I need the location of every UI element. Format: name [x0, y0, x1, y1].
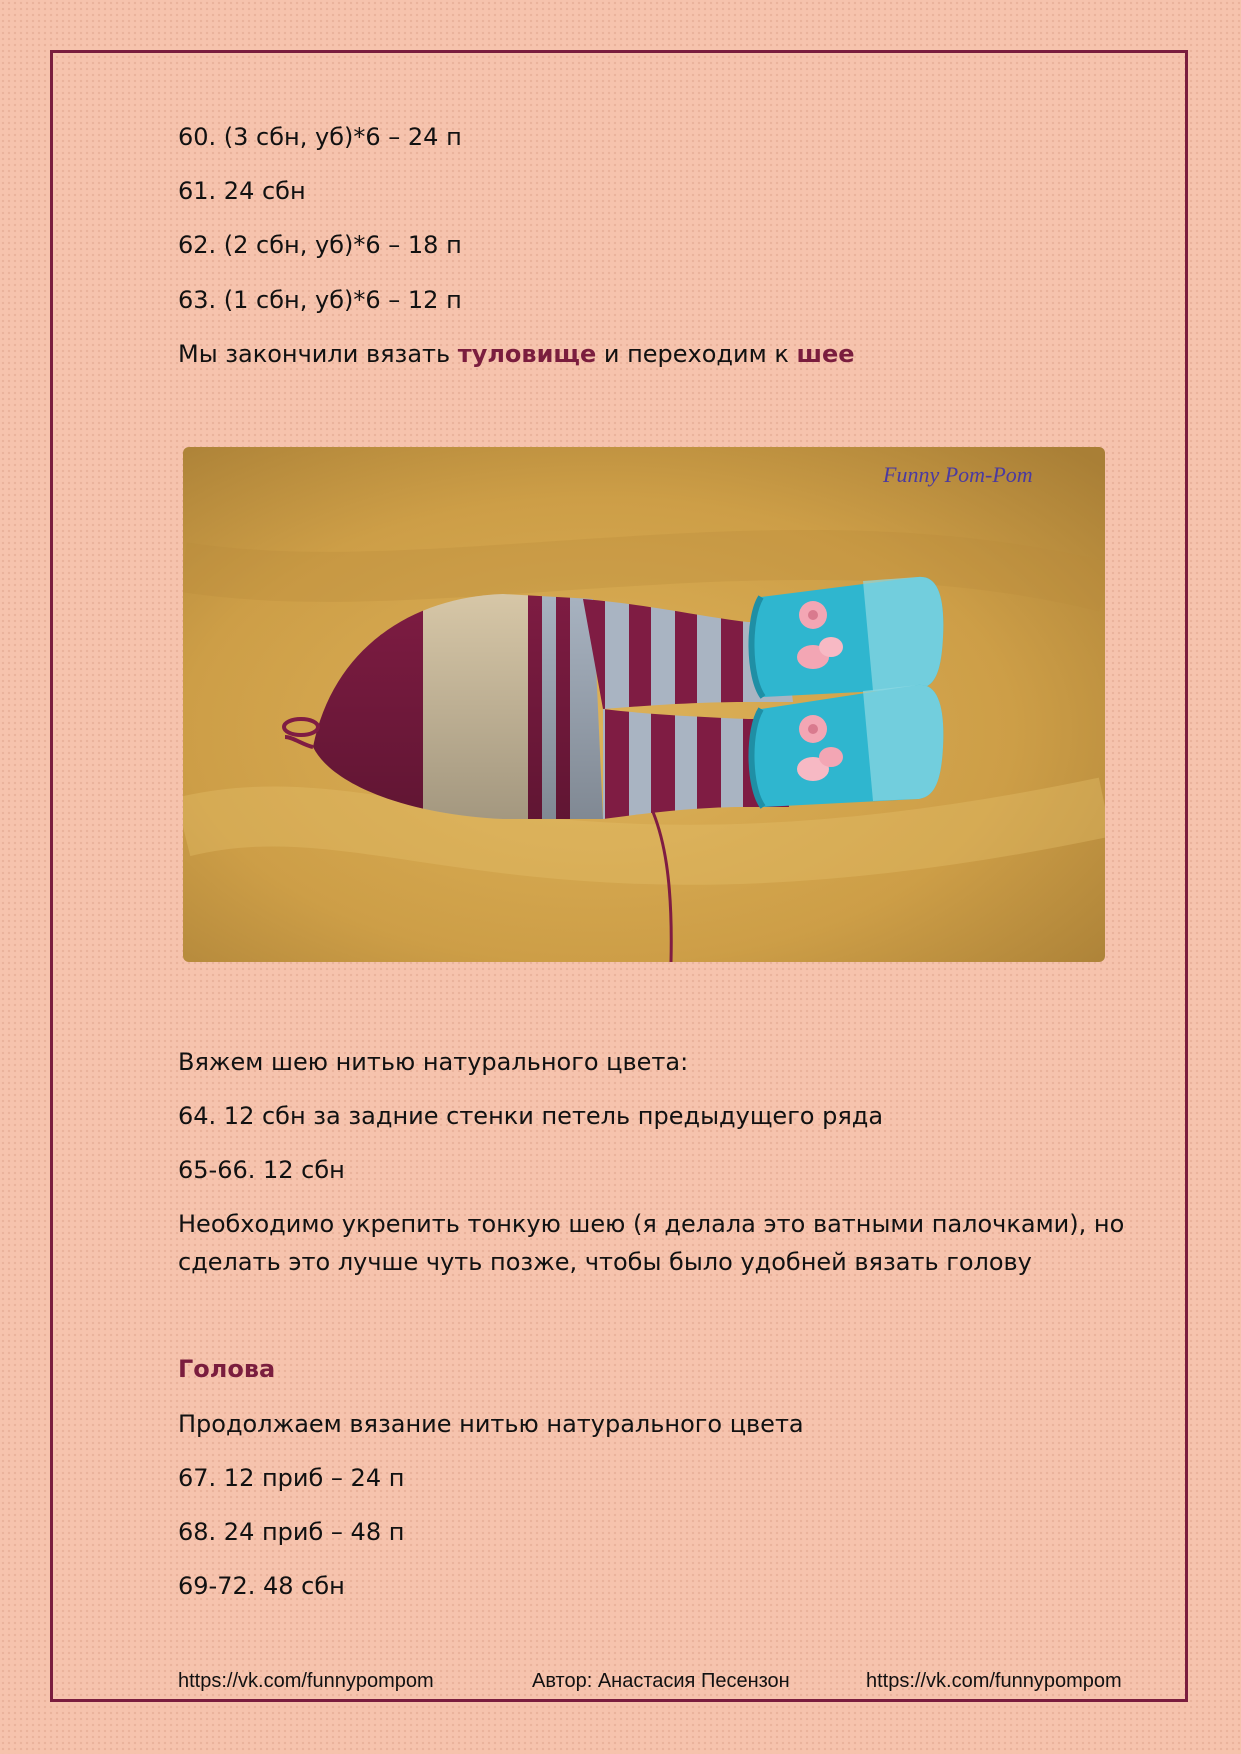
neck-note-line-2: сделать это лучше чуть позже, чтобы было удобней вязать голову [178, 1248, 1032, 1276]
row-67: 67. 12 приб – 24 п [178, 1464, 405, 1492]
footer-author: Автор: Анастасия Песензон [532, 1670, 790, 1692]
photo-watermark: Funny Pom-Pom [883, 462, 1033, 487]
head-intro: Продолжаем вязание нитью натурального цвета [178, 1410, 804, 1438]
row-60: 60. (3 сбн, уб)*6 – 24 п [178, 123, 462, 151]
row-63: 63. (1 сбн, уб)*6 – 12 п [178, 286, 462, 314]
upper-boot [750, 577, 943, 697]
transition-text-before: Мы закончили вязать [178, 340, 458, 368]
transition-sentence [178, 339, 855, 369]
row-69-72: 69-72. 48 сбн [178, 1572, 345, 1600]
doll-body-photo [183, 447, 1105, 962]
row-64: 64. 12 сбн за задние стенки петель предыдущего ряда [178, 1102, 884, 1130]
footer-link-left[interactable]: https://vk.com/funnypompom [178, 1670, 434, 1692]
keyword-neck: шее [796, 340, 855, 368]
neck-note-line-1: Необходимо укрепить тонкую шею (я делала это ватными палочками), но [178, 1210, 1125, 1238]
row-68: 68. 24 приб – 48 п [178, 1518, 405, 1546]
row-65-66: 65-66. 12 сбн [178, 1156, 345, 1184]
footer-link-right[interactable]: https://vk.com/funnypompom [866, 1670, 1122, 1692]
section-heading-head: Голова [178, 1355, 276, 1383]
row-61: 61. 24 сбн [178, 177, 306, 205]
row-62: 62. (2 сбн, уб)*6 – 18 п [178, 231, 462, 259]
neck-intro: Вяжем шею нитью натурального цвета: [178, 1048, 689, 1076]
keyword-torso: туловище [457, 340, 597, 368]
transition-text-middle: и переходим к [596, 340, 797, 368]
